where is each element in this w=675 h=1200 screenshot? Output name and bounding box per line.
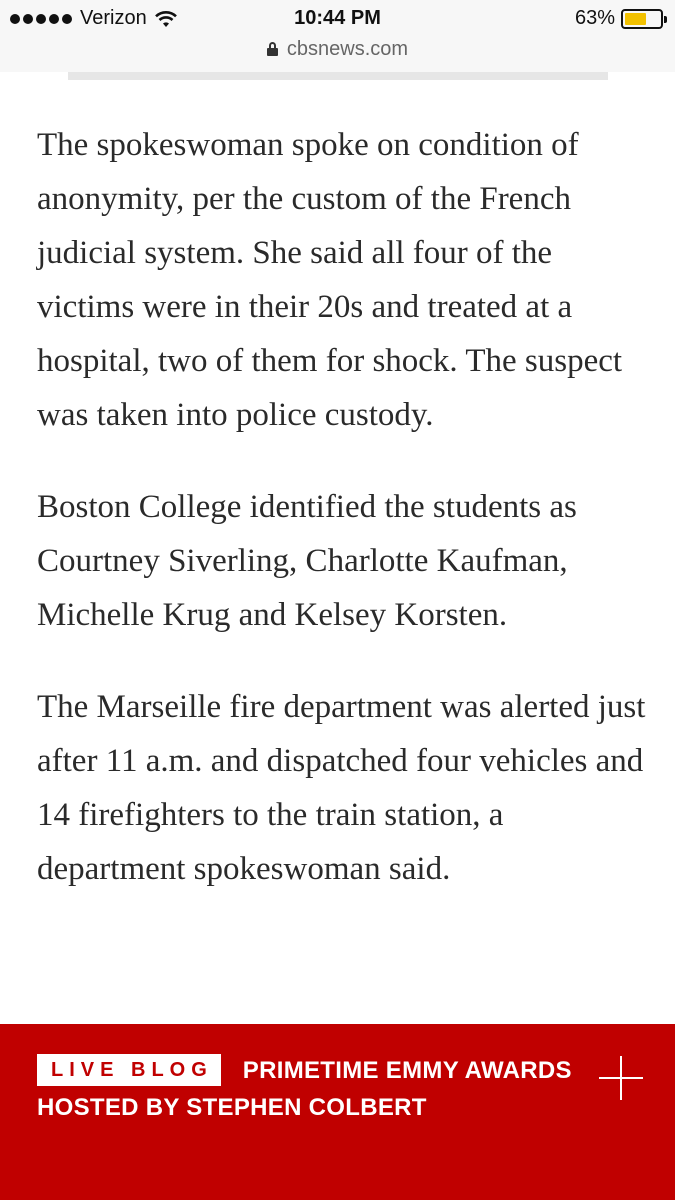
ad-placeholder-strip xyxy=(68,72,608,80)
live-blog-headline[interactable]: PRIMETIME EMMY AWARDS HOSTED BY STEPHEN COLBERT xyxy=(37,1057,572,1121)
article-paragraph: The spokeswoman spoke on condition of anonymity, per the custom of the French judicial system. She said all four of the victims were in their 20s and treated at a hospital, two of them for shock. The suspect was taken into police custody. xyxy=(37,127,623,433)
battery-percent: 63% xyxy=(574,7,615,29)
address-bar[interactable] xyxy=(0,38,675,72)
live-blog-badge: LIVE BLOG xyxy=(37,1054,221,1086)
battery-fill xyxy=(625,13,646,25)
carrier-name: Verizon xyxy=(80,7,147,29)
article-body xyxy=(37,118,652,934)
url-text[interactable]: cbsnews.com xyxy=(286,38,409,60)
clock: 10:44 PM xyxy=(294,7,381,29)
article-paragraph: The Marseille fire department was alerted just after 11 a.m. and dispatched four vehicles and 14 firefighters to the train station, a department spokeswoman said. xyxy=(37,689,646,887)
live-blog-banner[interactable] xyxy=(0,1024,675,1200)
battery-icon xyxy=(621,9,663,29)
live-blog-headline-block[interactable] xyxy=(37,1052,577,1126)
lock-icon xyxy=(267,42,278,56)
plus-icon[interactable] xyxy=(599,1056,643,1100)
status-right xyxy=(575,7,663,30)
article-paragraph: Boston College identified the students as Courtney Siverling, Charlotte Kaufman, Michelle Krug and Kelsey Korsten. xyxy=(37,489,577,633)
status-bar xyxy=(0,0,675,38)
